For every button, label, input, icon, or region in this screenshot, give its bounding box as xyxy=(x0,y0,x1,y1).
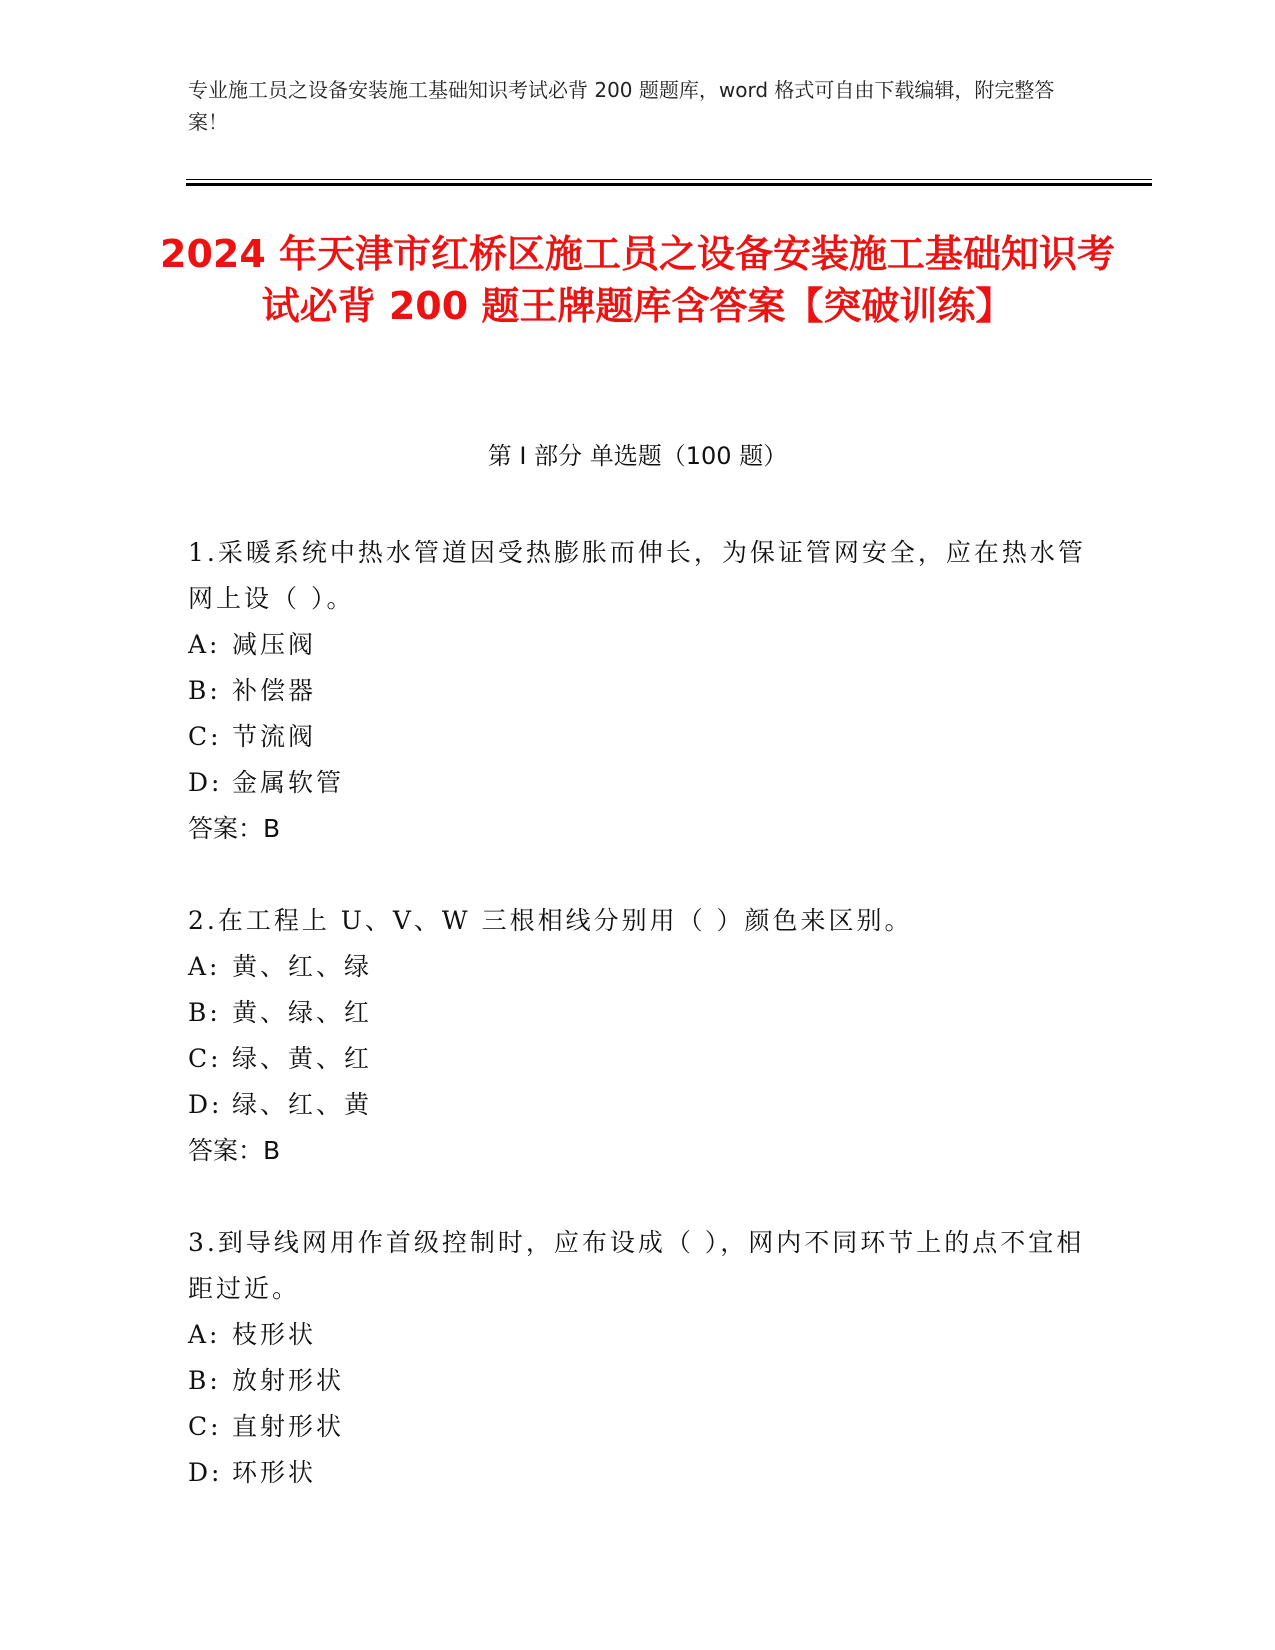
option-text: 补偿器 xyxy=(232,676,317,705)
question-stem: 3.到导线网用作首级控制时，应布设成（ ），网内不同环节上的点不宜相距过近。 xyxy=(188,1228,1085,1303)
option-d xyxy=(188,760,1088,806)
option-text: 绿、黄、红 xyxy=(232,1044,373,1073)
option-a xyxy=(188,1312,1088,1358)
option-a xyxy=(188,622,1088,668)
question-3 xyxy=(188,1220,1088,1496)
option-letter: C: xyxy=(188,722,222,751)
option-letter: A: xyxy=(188,1320,221,1349)
option-letter: D: xyxy=(188,768,223,797)
option-letter: A: xyxy=(188,952,221,981)
question-list xyxy=(188,530,1088,1542)
option-letter: D: xyxy=(188,1090,223,1119)
option-letter: B: xyxy=(188,998,221,1027)
option-b xyxy=(188,990,1088,1036)
header-rule-thin xyxy=(186,179,1152,180)
option-letter: A: xyxy=(188,630,221,659)
answer-line: 答案：B xyxy=(188,1136,281,1165)
option-a xyxy=(188,944,1088,990)
header-rule-thick xyxy=(186,183,1152,186)
option-text: 枝形状 xyxy=(232,1320,317,1349)
option-text: 绿、红、黄 xyxy=(232,1090,373,1119)
option-c xyxy=(188,1404,1088,1450)
question-2 xyxy=(188,898,1088,1174)
option-d xyxy=(188,1450,1088,1496)
question-stem: 2.在工程上 U、V、W 三根相线分别用（ ）颜色来区别。 xyxy=(188,906,913,935)
option-letter: D: xyxy=(188,1458,223,1487)
option-b xyxy=(188,668,1088,714)
option-text: 环形状 xyxy=(232,1458,317,1487)
option-letter: B: xyxy=(188,676,221,705)
option-text: 金属软管 xyxy=(232,768,345,797)
document-title: 2024 年天津市红桥区施工员之设备安装施工基础知识考试必背 200 题王牌题库含答案【突破训练】 xyxy=(160,232,1115,328)
option-b xyxy=(188,1358,1088,1404)
option-c xyxy=(188,1036,1088,1082)
answer-line: 答案：B xyxy=(188,814,281,843)
option-c xyxy=(188,714,1088,760)
option-text: 放射形状 xyxy=(232,1366,345,1395)
option-text: 直射形状 xyxy=(232,1412,345,1441)
option-text: 黄、绿、红 xyxy=(232,998,373,1027)
option-text: 节流阀 xyxy=(232,722,317,751)
section-heading: 第 I 部分 单选题（100 题） xyxy=(487,442,788,470)
question-stem: 1.采暖系统中热水管道因受热膨胀而伸长，为保证管网安全，应在热水管网上设（ ）。 xyxy=(188,538,1086,613)
option-letter: C: xyxy=(188,1044,222,1073)
header-note: 专业施工员之设备安装施工基础知识考试必背 200 题题库，word 格式可自由下载编辑，附完整答案！ xyxy=(188,78,1055,134)
option-letter: B: xyxy=(188,1366,221,1395)
question-1 xyxy=(188,530,1088,852)
option-letter: C: xyxy=(188,1412,222,1441)
option-d xyxy=(188,1082,1088,1128)
option-text: 黄、红、绿 xyxy=(232,952,373,981)
option-text: 减压阀 xyxy=(232,630,317,659)
